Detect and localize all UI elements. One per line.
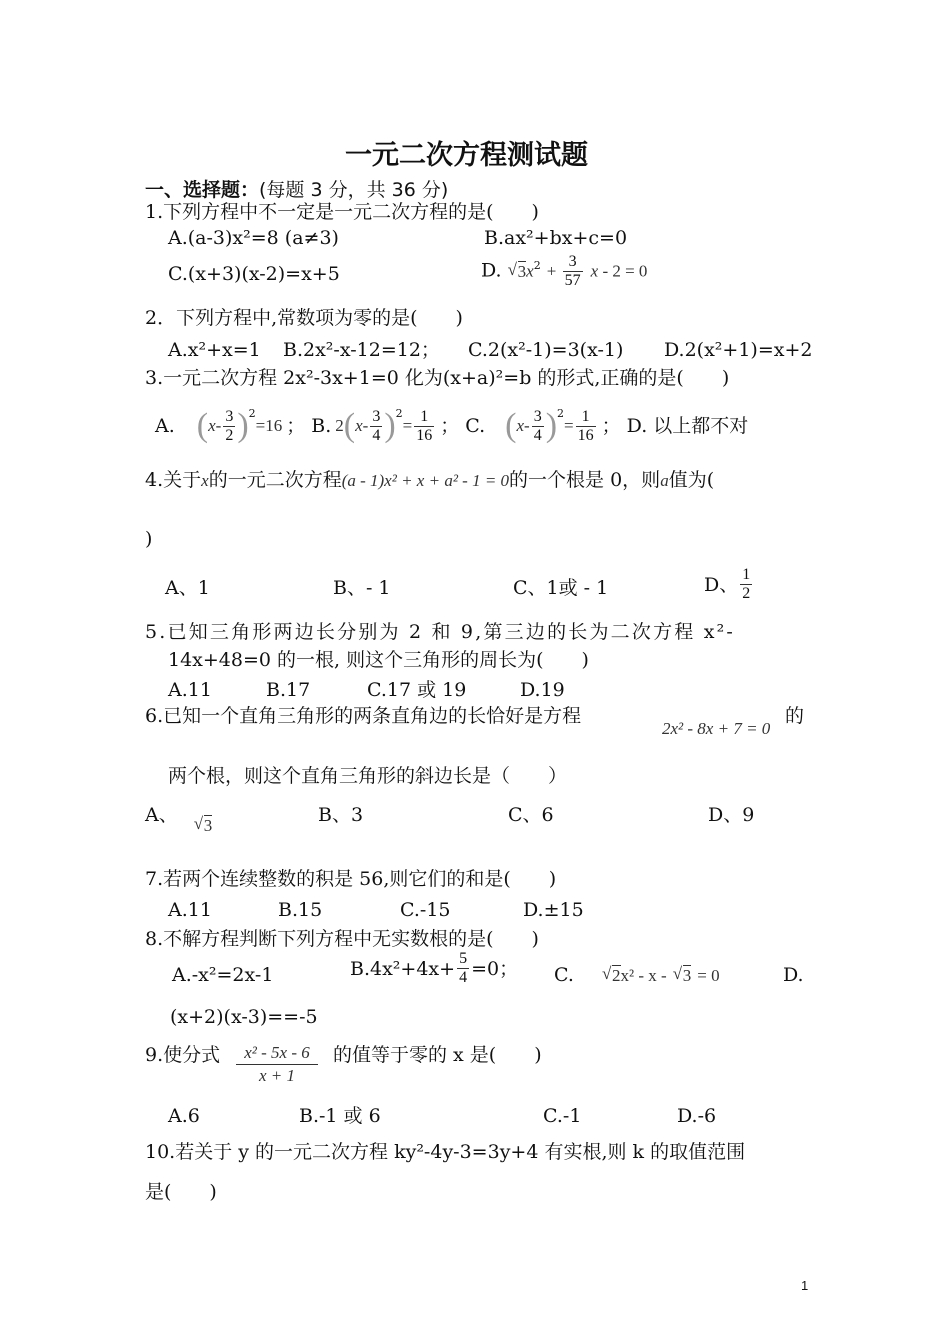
q6-option-d: D、9	[708, 804, 755, 826]
q5-option-b: B.17	[266, 679, 311, 701]
q7-option-d: D.±15	[523, 899, 584, 921]
page-title: 一元二次方程测试题	[345, 140, 588, 171]
q3-option-d: D. 以上都不对	[626, 415, 749, 437]
q2-option-d: D.2(x²+1)=x+2	[664, 339, 813, 361]
q3-b-label: B.	[311, 415, 332, 437]
q6-tail: 的	[785, 705, 805, 727]
q4-option-d: D、 $\frac{1}{2}$	[704, 566, 751, 602]
section-head: 一、选择题：	[145, 179, 260, 201]
q1-option-c: C.(x+3)(x-2)=x+5	[168, 263, 340, 285]
q3-stem: 3.一元二次方程 2x²-3x+1=0 化为(x+a)²=b 的形式,正确的是( )	[145, 367, 730, 389]
q4-option-a: A、1	[165, 577, 210, 599]
q6-option-a: A、 √ 3	[145, 803, 212, 828]
sqrt-3: √ 3	[508, 260, 527, 284]
q7-option-c: C.-15	[400, 899, 451, 921]
q2-option-c: C.2(x²-1)=3(x-1)	[468, 339, 624, 361]
q4-stem: 4.关于x的一元二次方程(a - 1)x² + x + a² - 1 = 0的一个根是 0，则a值为(	[145, 469, 715, 491]
q5-line2: 14x+48=0 的一根, 则这个三角形的周长为( )	[168, 649, 589, 671]
q4-option-c: C、1或 - 1	[513, 577, 609, 599]
sqrt-2: √ 2	[602, 964, 621, 988]
q5-option-a: A.11	[168, 679, 212, 701]
q6-option-c: C、6	[508, 804, 554, 826]
q9-post: 的值等于零的 x 是( )	[333, 1044, 542, 1066]
q2-option-b: B.2x²-x-12=12；	[283, 339, 440, 361]
q8-d-label: D.	[783, 964, 804, 986]
q9-pre: 9.使分式	[145, 1044, 221, 1066]
q1-option-a: A.(a-3)x²=8 (a≠3)	[168, 227, 339, 249]
q5-option-d: D.19	[520, 679, 565, 701]
q5-line1: 5.已知三角形两边长分别为 2 和 9,第三边的长为二次方程 x²-	[145, 621, 736, 643]
q9-fraction: x² - 5x - 6 x + 1	[236, 1042, 318, 1087]
section-note: (每题 3 分，共 36 分)	[259, 179, 449, 201]
q3-c-rhs-fraction: $\frac{1}{16}$	[577, 407, 594, 444]
q3-a-fraction: $\frac{3}{2}$	[225, 407, 234, 444]
q7-stem: 7.若两个连续整数的积是 56,则它们的和是( )	[145, 868, 557, 890]
sqrt-3-q8: √ 3	[673, 964, 692, 988]
section-heading	[145, 175, 448, 202]
q6-option-b: B、3	[318, 804, 364, 826]
q7-option-b: B.15	[278, 899, 323, 921]
page-number: 1	[801, 1278, 809, 1293]
q9-option-c: C.-1	[543, 1105, 582, 1127]
q8-b-fraction: $\frac{5}{4}$	[459, 950, 468, 986]
q8-stem: 8.不解方程判断下列方程中无实数根的是( )	[145, 928, 539, 950]
q1-d-label: D.	[481, 259, 502, 282]
sqrt-3-q6: √ 3	[194, 814, 213, 838]
q4-stem-close: )	[145, 528, 153, 550]
q4-equation: (a - 1)x² + x + a² - 1 = 0	[341, 471, 510, 490]
q8-option-b: B.4x²+4x+ $\frac{5}{4}$ =0；	[350, 950, 519, 986]
q8-option-a: A.-x²=2x-1	[172, 964, 274, 986]
q5-option-c: C.17 或 19	[367, 679, 467, 701]
q3-c-fraction: $\frac{3}{4}$	[533, 407, 542, 444]
q3-b-fraction: $\frac{3}{4}$	[372, 407, 381, 444]
q9-option-b: B.-1 或 6	[299, 1105, 381, 1127]
q8-option-c: C. √ 2x² - x - √ 3 = 0	[554, 963, 720, 988]
q3-b-rhs-fraction: $\frac{1}{16}$	[416, 407, 433, 444]
q2-option-a: A.x²+x=1	[168, 339, 261, 361]
q1-option-d: D. √ $3x^2$ + $\frac{3}{57}$ x - 2 = 0	[481, 253, 647, 290]
q6-equation: 2x² - 8x + 7 = 0	[662, 719, 771, 738]
q3-c-label: C.	[465, 415, 486, 437]
q6-line1: 6.已知一个直角三角形的两条直角边的长恰好是方程	[145, 705, 582, 727]
q1-option-b: B.ax²+bx+c=0	[484, 227, 628, 249]
q1-fraction: $\frac{3}{57}$	[564, 253, 581, 289]
q4-d-fraction: $\frac{1}{2}$	[742, 566, 751, 602]
q7-option-a: A.11	[168, 899, 212, 921]
q1-stem: 1.下列方程中不一定是一元二次方程的是( )	[145, 201, 539, 223]
q3-a-label: A.	[155, 415, 175, 437]
q3-options: A. ( x - $\frac{3}{2}$ ) $^2$ =16 ； B. 2 ( x - $\frac{3}{4}$ ) $^2$ = $\frac{1}{16}$ ； C. ( x - $\frac{3}{4}$ ) $^2$ = $\frac{1}{16}$ ； D. 以上都不对	[155, 407, 749, 444]
q2-stem: 2．下列方程中,常数项为零的是( )	[145, 307, 463, 329]
q10-line1: 10.若关于 y 的一元二次方程 ky²-4y-3=3y+4 有实根,则 k 的取值范围	[145, 1141, 746, 1163]
q4-option-b: B、- 1	[333, 577, 391, 599]
q9-option-a: A.6	[168, 1105, 200, 1127]
q8-option-d: (x+2)(x-3)==-5	[170, 1006, 318, 1028]
q9-option-d: D.-6	[677, 1105, 717, 1127]
q10-line2: 是( )	[145, 1181, 217, 1203]
q6-line2: 两个根，则这个直角三角形的斜边长是（ ）	[168, 765, 568, 787]
